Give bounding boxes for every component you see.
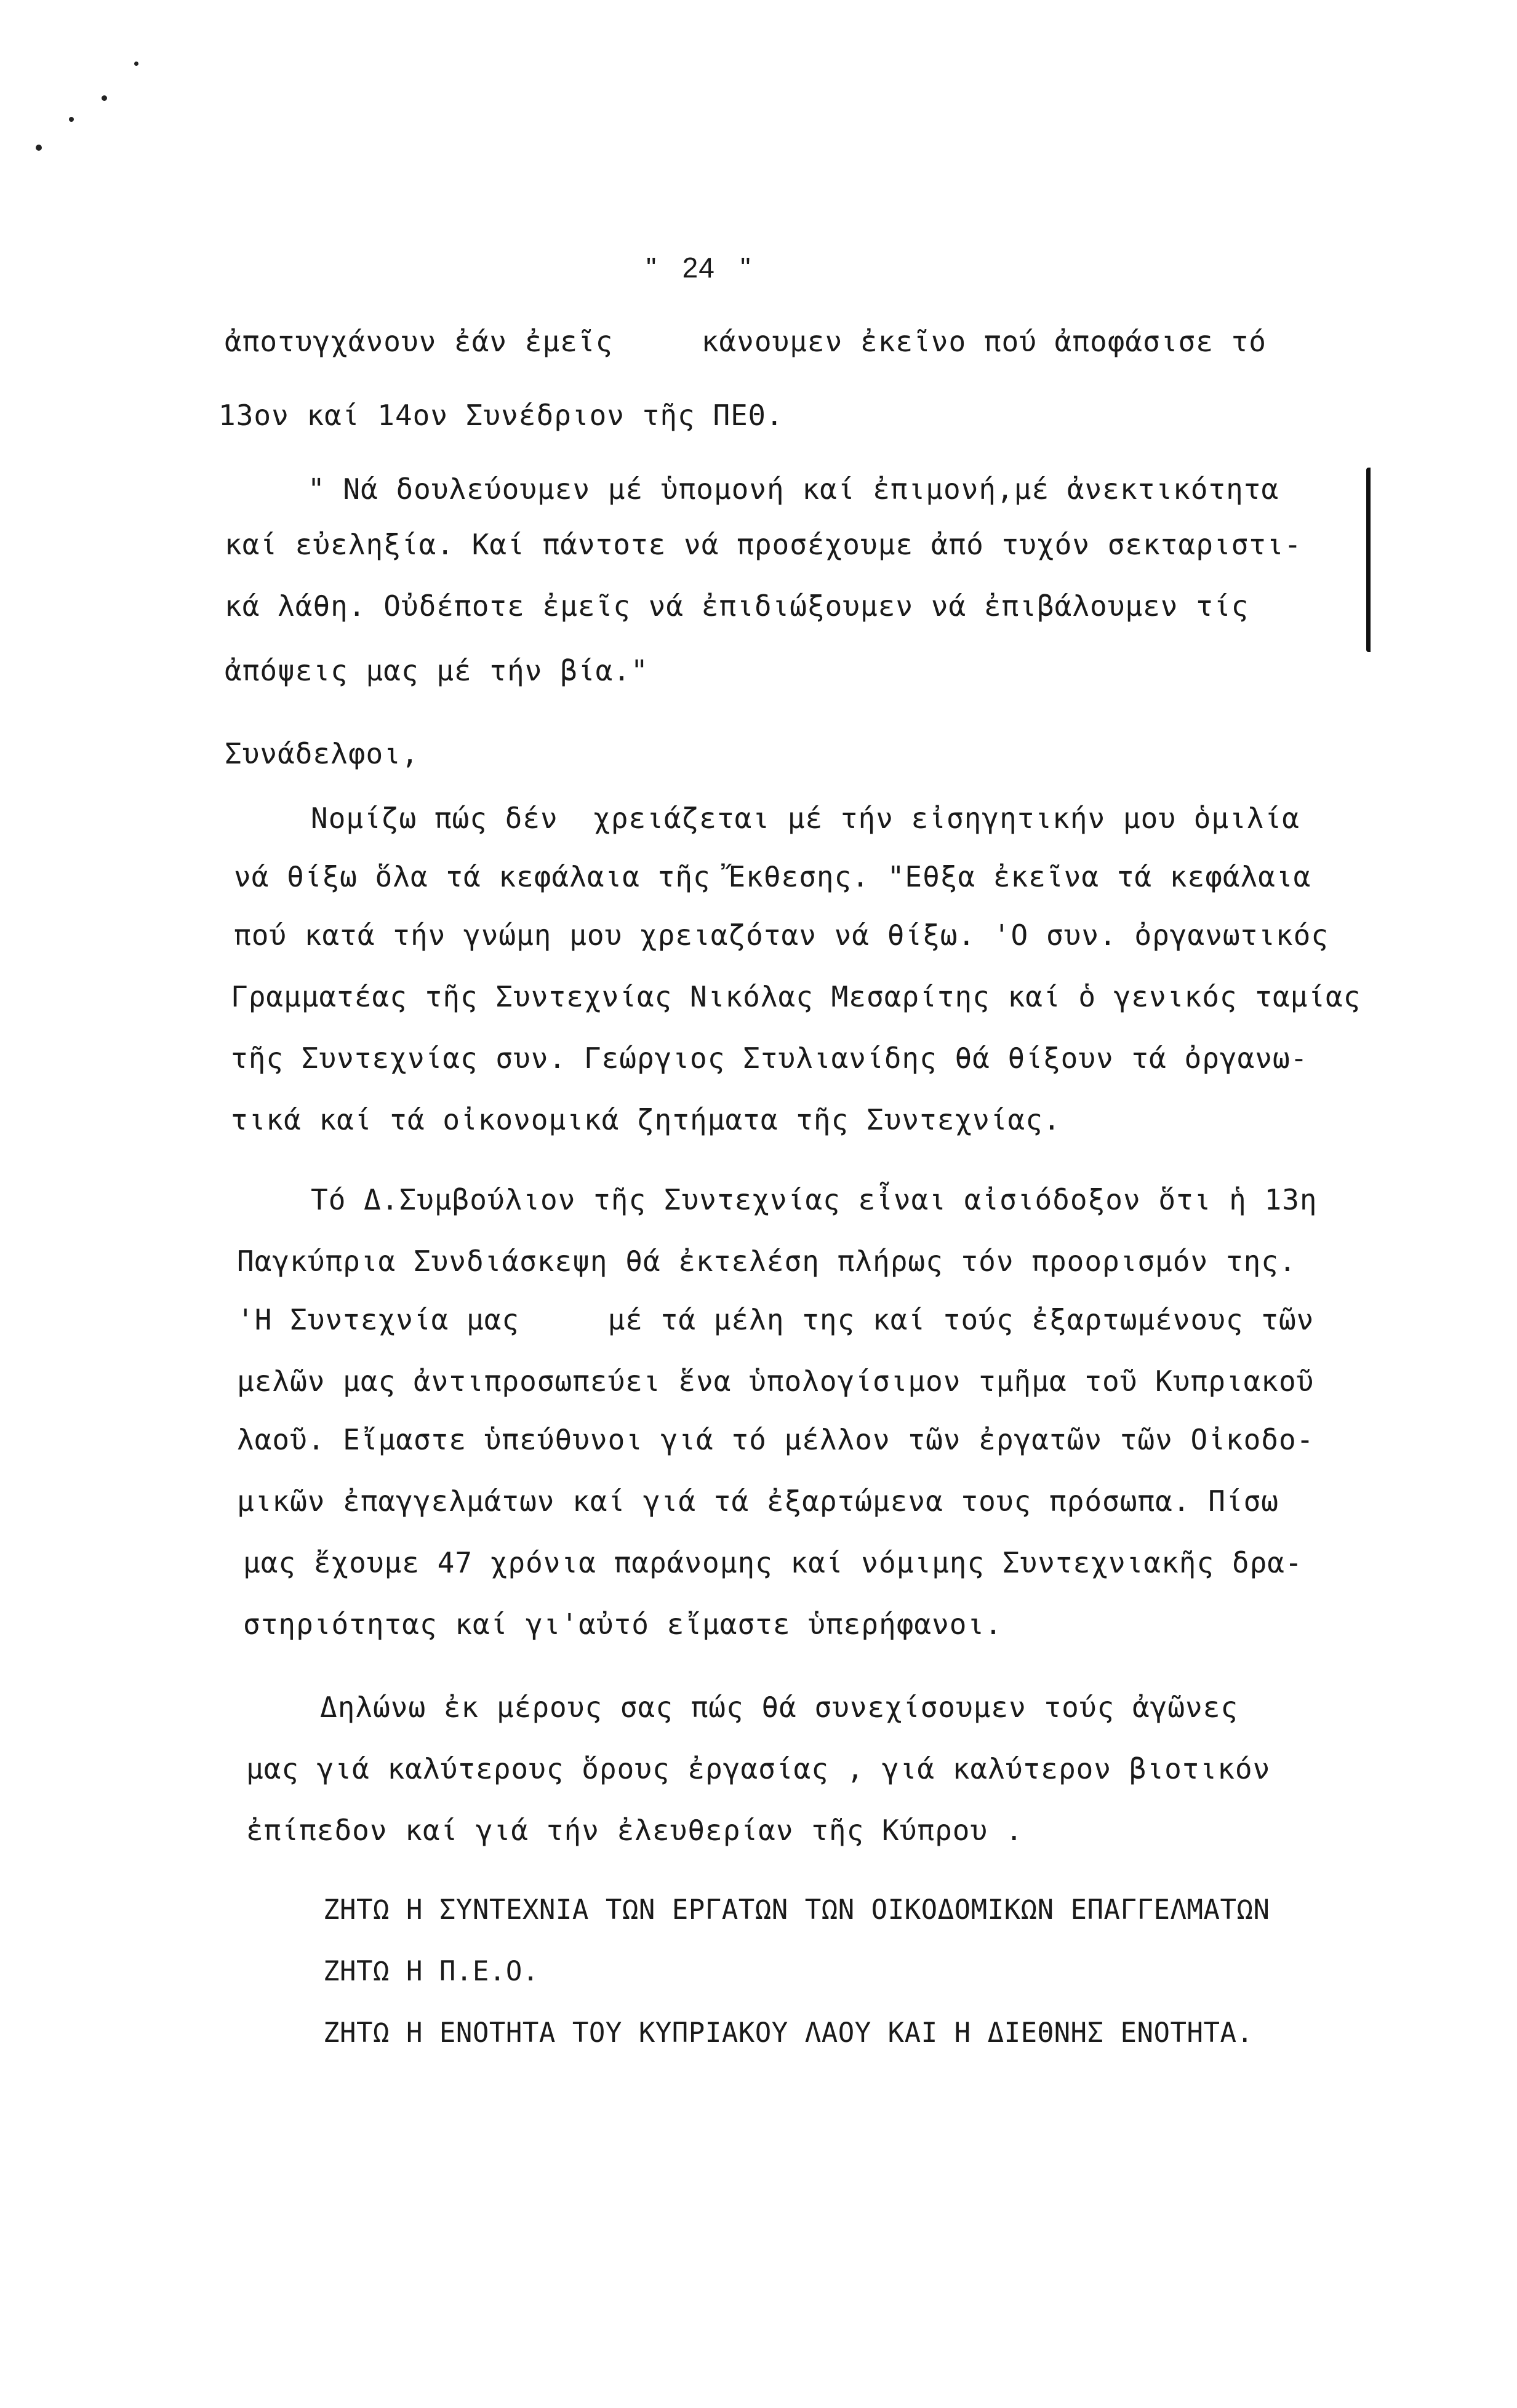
text-line: κά λάθη. Οὐδέποτε ἐμεῖς νά ἐπιδιώξουμεν νά ἐπιβάλουμεν τίς — [225, 589, 1249, 623]
text-line: μικῶν ἐπαγγελμάτων καί γιά τά ἐξαρτώμενα τους πρόσωπα. Πίσω — [237, 1485, 1279, 1518]
text-line: μελῶν μας ἀντιπροσωπεύει ἕνα ὑπολογίσιμον τμῆμα τοῦ Κυπριακοῦ — [237, 1365, 1315, 1398]
text-line: 'Η Συντεχνία μας μέ τά μέλη της καί τούς ἐξαρτωμένους τῶν — [237, 1303, 1315, 1336]
ink-speck — [134, 62, 138, 66]
text-line: " Νά δουλεύουμεν μέ ὑπομονή καί ἐπιμονή,μέ ἀνεκτικότητα — [308, 472, 1279, 506]
text-line: τῆς Συντεχνίας συν. Γεώργιος Στυλιανίδης θά θίξουν τά ὀργανω- — [231, 1042, 1308, 1075]
ink-speck — [36, 145, 42, 151]
page-number: " 24 " — [646, 252, 751, 284]
ink-speck — [69, 117, 74, 122]
margin-mark — [1366, 468, 1377, 652]
text-line: ἐπίπεδον καί γιά τήν ἐλευθερίαν τῆς Κύπρου . — [246, 1814, 1023, 1847]
text-line: μας γιά καλύτερους ὅρους ἐργασίας , γιά καλύτερον βιοτικόν — [246, 1752, 1271, 1785]
text-line: Τό Δ.Συμβούλιον τῆς Συντεχνίας εἶναι αἰσιόδοξον ὅτι ἡ 13η — [311, 1183, 1318, 1216]
slogan-line: ΖΗΤΩ Η ΣΥΝΤΕΧΝΙΑ ΤΩΝ ΕΡΓΑΤΩΝ ΤΩΝ ΟΙΚΟΔΟΜΙΚΩΝ ΕΠΑΓΓΕΛΜΑΤΩΝ — [323, 1894, 1270, 1926]
text-line: ἀποτυγχάνουν ἐάν ἐμεῖς κάνουμεν ἐκεῖνο πού ἀποφάσισε τό — [225, 325, 1267, 358]
slogan-line: ΖΗΤΩ Η ΕΝΟΤΗΤΑ ΤΟΥ ΚΥΠΡΙΑΚΟΥ ΛΑΟΥ ΚΑΙ Η ΔΙΕΘΝΗΣ ΕΝΟΤΗΤΑ. — [323, 2017, 1254, 2049]
text-line: 13ον καί 14ον Συνέδριον τῆς ΠΕΘ. — [218, 399, 784, 432]
text-line: στηριότητας καί γι'αὐτό εἴμαστε ὑπερήφανοι. — [243, 1608, 1003, 1641]
salutation: Συνάδελφοι, — [225, 737, 419, 770]
text-line: καί εὐεληξία. Καί πάντοτε νά προσέχουμε ἀπό τυχόν σεκταριστι- — [225, 528, 1302, 561]
text-line: νά θίξω ὅλα τά κεφάλαια τῆς Ἔκθεσης. "Εθξα ἐκεῖνα τά κεφάλαια — [234, 860, 1311, 893]
ink-speck — [102, 95, 107, 101]
text-line: ἀπόψεις μας μέ τήν βία." — [225, 654, 649, 687]
text-line: λαοῦ. Εἴμαστε ὑπεύθυνοι γιά τό μέλλον τῶν ἐργατῶν τῶν Οἰκοδο- — [237, 1423, 1315, 1456]
text-line: τικά καί τά οἰκονομικά ζητήματα τῆς Συντεχνίας. — [231, 1103, 1061, 1136]
text-line: Δηλώνω ἐκ μέρους σας πώς θά συνεχίσουμεν τούς ἀγῶνες — [320, 1691, 1239, 1724]
slogan-line: ΖΗΤΩ Η Π.Ε.Ο. — [323, 1956, 539, 1987]
text-line: μας ἔχουμε 47 χρόνια παράνομης καί νόμιμης Συντεχνιακῆς δρα- — [243, 1546, 1303, 1579]
text-line: Γραμματέας τῆς Συντεχνίας Νικόλας Μεσαρίτης καί ὁ γενικός ταμίας — [231, 980, 1361, 1013]
text-line: Νομίζω πώς δέν χρειάζεται μέ τήν εἰσηγητικήν μου ὁμιλία — [311, 802, 1300, 835]
text-line: Παγκύπρια Συνδιάσκεψη θά ἐκτελέση πλήρως τόν προορισμόν της. — [237, 1245, 1297, 1278]
text-line: πού κατά τήν γνώμη μου χρειαζόταν νά θίξω. 'Ο συν. ὀργανωτικός — [234, 919, 1329, 952]
